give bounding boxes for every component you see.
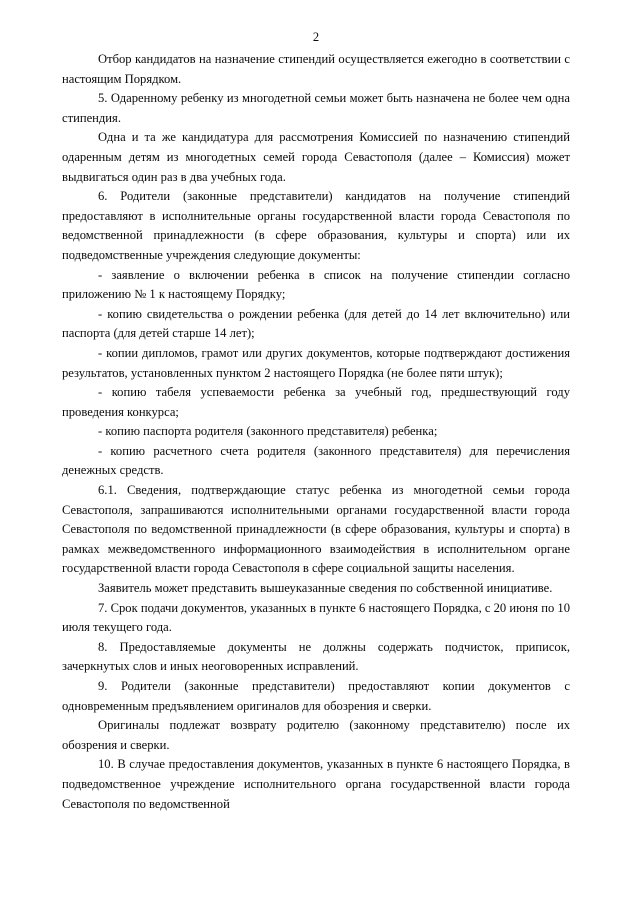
paragraph: Оригиналы подлежат возврату родителю (законному представителю) после их обозрения и сверки.: [62, 718, 570, 752]
paragraph: 6. Родители (законные представители) кандидатов на получение стипендий предоставляют в исполнительные органы государственной власти города Севастополя по ведомственной принадлежности (в сфере образования, культуры и спорта) или их подведомственные учреждения следующие документы:: [62, 189, 570, 262]
paragraph: Заявитель может представить вышеуказанные сведения по собственной инициативе.: [98, 581, 553, 596]
paragraph: - копию расчетного счета родителя (законного представителя) для перечисления денежных средств.: [62, 443, 570, 478]
paragraph: 9. Родители (законные представители) предоставляют копии документов с одновременным предъявлением оригиналов для обозрения и сверки.: [62, 679, 570, 713]
paragraph: 8. Предоставляемые документы не должны содержать подчисток, приписок, зачеркнутых слов и иных неоговоренных исправлений.: [62, 639, 570, 674]
paragraph: - заявление о включении ребенка в список на получение стипендии согласно приложению № 1 к настоящему Порядку;: [62, 267, 570, 302]
paragraph: 5. Одаренному ребенку из многодетной семьи может быть назначена не более чем одна стипендия.: [62, 91, 570, 125]
paragraph: 10. В случае предоставления документов, указанных в пункте 6 настоящего Порядка, в подведомственное учреждение исполнительного органа государственной власти города Севастополя по ведомственной: [62, 757, 570, 811]
paragraph: Отбор кандидатов на назначение стипендий осуществляется ежегодно в соответствии с настоящим Порядком.: [62, 52, 570, 86]
paragraph: - копию табеля успеваемости ребенка за учебный год, предшествующий году проведения конкурса;: [62, 385, 570, 419]
page-number: 2: [312, 30, 320, 44]
paragraph: 6.1. Сведения, подтверждающие статус ребенка из многодетной семьи города Севастополя, запрашиваются исполнительными органами государственной власти города Севастополя по ведомственной принадлежности (в сфере образования, культуры и спорта) в рамках межведомственного информационного взаимодействия в исполнительном органе государственной власти города Севастополя в сфере социальной защиты населения.: [62, 483, 570, 576]
paragraph: - копию паспорта родителя (законного представителя) ребенка;: [98, 424, 438, 439]
paragraph: 7. Срок подачи документов, указанных в пункте 6 настоящего Порядка, с 20 июня по 10 июля текущего года.: [62, 600, 570, 635]
paragraph: - копию свидетельства о рождении ребенка (для детей до 14 лет включительно) или паспорта (для детей старше 14 лет);: [62, 306, 570, 341]
paragraph: - копии дипломов, грамот или других документов, которые подтверждают достижения результатов, установленных пунктом 2 настоящего Порядка (не более пяти штук);: [62, 345, 570, 380]
paragraph: Одна и та же кандидатура для рассмотрения Комиссией по назначению стипендий одаренным детям из многодетных семей города Севастополя (далее – Комиссия) может выдвигаться один раз в два учебных года.: [62, 130, 570, 184]
document-body: [62, 50, 570, 814]
